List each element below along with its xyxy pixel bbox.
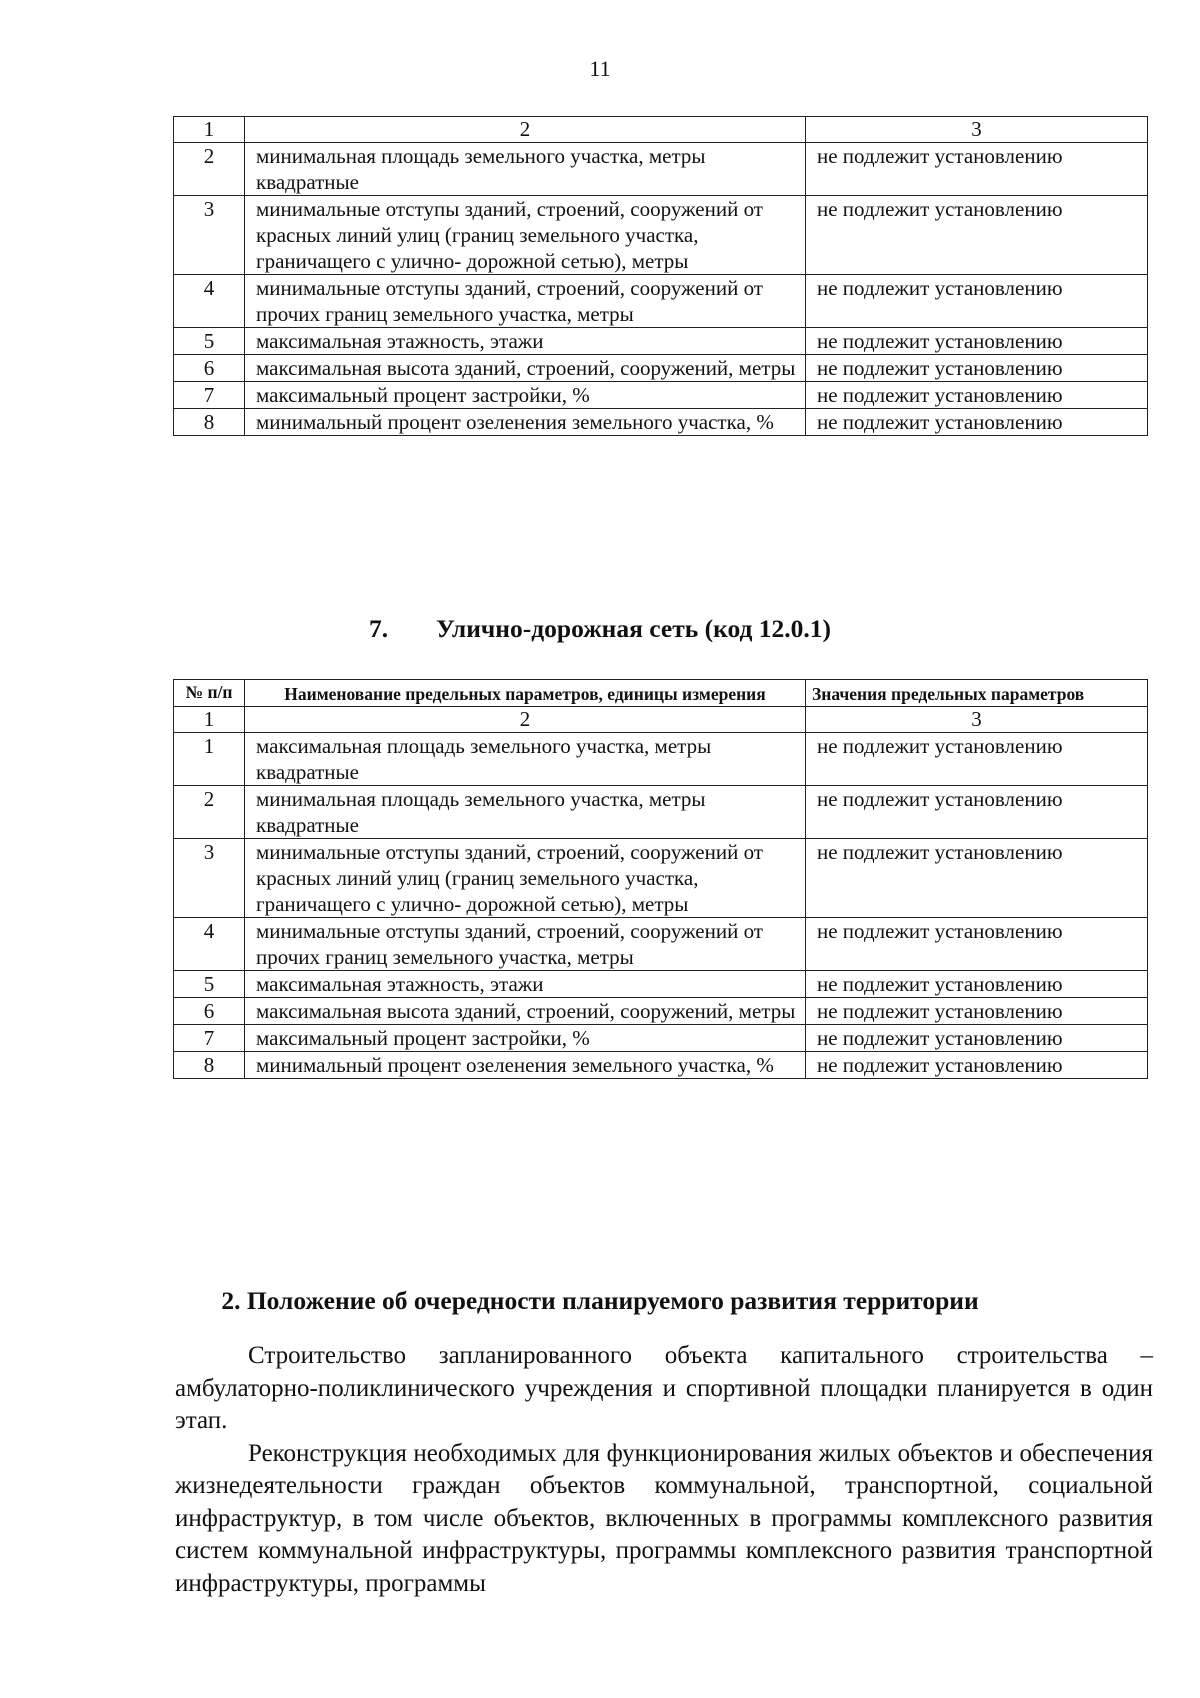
table-row bbox=[174, 1025, 1148, 1052]
parameter-name: минимальные отступы зданий, строений, сооружений от красных линий улиц (границ земельного участка, граничащего с улично- дорожной сетью), метры bbox=[245, 196, 806, 275]
section-number: 7. bbox=[368, 614, 389, 643]
row-number: 2 bbox=[174, 786, 245, 839]
index-cell: 1 bbox=[174, 707, 245, 733]
index-cell: 2 bbox=[245, 117, 806, 143]
row-number: 2 bbox=[174, 143, 245, 196]
index-cell: 2 bbox=[245, 707, 806, 733]
row-number: 8 bbox=[174, 1052, 245, 1079]
table-row bbox=[174, 409, 1148, 436]
parameter-name: минимальный процент озеленения земельного участка, % bbox=[245, 1052, 806, 1079]
row-number: 6 bbox=[174, 355, 245, 382]
parameter-name: минимальные отступы зданий, строений, сооружений от прочих границ земельного участка, метры bbox=[245, 918, 806, 971]
parameter-name: максимальный процент застройки, % bbox=[245, 382, 806, 409]
index-cell: 1 bbox=[174, 117, 245, 143]
parameter-name: минимальные отступы зданий, строений, сооружений от красных линий улиц (границ земельного участка, граничащего с улично- дорожной сетью), метры bbox=[245, 839, 806, 918]
parameter-value: не подлежит установлению bbox=[806, 918, 1148, 971]
parameter-name: минимальная площадь земельного участка, метры квадратные bbox=[245, 143, 806, 196]
table-row bbox=[174, 196, 1148, 275]
parameter-name: максимальная высота зданий, строений, сооружений, метры bbox=[245, 998, 806, 1025]
parameter-name: максимальная площадь земельного участка, метры квадратные bbox=[245, 733, 806, 786]
parameter-name: максимальный процент застройки, % bbox=[245, 1025, 806, 1052]
table-row bbox=[174, 786, 1148, 839]
parameter-value: не подлежит установлению bbox=[806, 971, 1148, 998]
parameter-value: не подлежит установлению bbox=[806, 998, 1148, 1025]
parameter-name: максимальная этажность, этажи bbox=[245, 328, 806, 355]
index-cell: 3 bbox=[806, 117, 1148, 143]
paragraph: Реконструкция необходимых для функционирования жилых объектов и обеспечения жизнедеятельности граждан объектов коммунальной, транспортной, социальной инфраструктур, в том числе объектов, включенных в программы комплексного развития систем коммунальной инфраструктуры, программы комплексного развития транспортной инфраструктуры, программы bbox=[175, 1439, 1153, 1597]
row-number: 3 bbox=[174, 839, 245, 918]
parameter-name: максимальная высота зданий, строений, сооружений, метры bbox=[245, 355, 806, 382]
section-title: Улично-дорожная сеть (код 12.0.1) bbox=[436, 614, 832, 643]
parameter-name: минимальные отступы зданий, строений, сооружений от прочих границ земельного участка, метры bbox=[245, 275, 806, 328]
table-row bbox=[174, 998, 1148, 1025]
row-number: 4 bbox=[174, 275, 245, 328]
table-index-row bbox=[174, 707, 1148, 733]
table-row bbox=[174, 1052, 1148, 1079]
parameter-value: не подлежит установлению bbox=[806, 143, 1148, 196]
parameters-table-street-network bbox=[173, 679, 1148, 1079]
row-number: 5 bbox=[174, 971, 245, 998]
table-row bbox=[174, 971, 1148, 998]
parameters-table-continued bbox=[173, 116, 1148, 436]
table-row bbox=[174, 733, 1148, 786]
table-row bbox=[174, 328, 1148, 355]
table-row bbox=[174, 275, 1148, 328]
row-number: 3 bbox=[174, 196, 245, 275]
parameter-value: не подлежит установлению bbox=[806, 382, 1148, 409]
parameter-value: не подлежит установлению bbox=[806, 1052, 1148, 1079]
row-number: 1 bbox=[174, 733, 245, 786]
section-7-heading bbox=[0, 614, 1200, 644]
row-number: 7 bbox=[174, 382, 245, 409]
section-2-body bbox=[175, 1340, 1153, 1600]
section-2-heading: 2. Положение об очередности планируемого развития территории bbox=[221, 1286, 979, 1315]
paragraph: Строительство запланированного объекта капитального строительства – амбулаторно-поликлинического учреждения и спортивной площадки планируется в один этап. bbox=[175, 1342, 1153, 1434]
header-number: № п/п bbox=[174, 680, 245, 707]
table-row bbox=[174, 382, 1148, 409]
index-cell: 3 bbox=[806, 707, 1148, 733]
parameter-value: не подлежит установлению bbox=[806, 275, 1148, 328]
row-number: 5 bbox=[174, 328, 245, 355]
parameter-value: не подлежит установлению bbox=[806, 733, 1148, 786]
table-row bbox=[174, 355, 1148, 382]
header-parameter-name: Наименование предельных параметров, единицы измерения bbox=[245, 680, 806, 707]
table-index-row bbox=[174, 117, 1148, 143]
parameter-value: не подлежит установлению bbox=[806, 1025, 1148, 1052]
row-number: 4 bbox=[174, 918, 245, 971]
row-number: 8 bbox=[174, 409, 245, 436]
parameter-name: минимальная площадь земельного участка, метры квадратные bbox=[245, 786, 806, 839]
row-number: 6 bbox=[174, 998, 245, 1025]
parameter-value: не подлежит установлению bbox=[806, 409, 1148, 436]
parameter-name: максимальная этажность, этажи bbox=[245, 971, 806, 998]
header-parameter-value: Значения предельных параметров bbox=[806, 680, 1148, 707]
table-header-row bbox=[174, 680, 1148, 707]
parameter-value: не подлежит установлению bbox=[806, 839, 1148, 918]
parameter-value: не подлежит установлению bbox=[806, 328, 1148, 355]
table-row bbox=[174, 839, 1148, 918]
row-number: 7 bbox=[174, 1025, 245, 1052]
parameter-value: не подлежит установлению bbox=[806, 355, 1148, 382]
table-row bbox=[174, 143, 1148, 196]
page-number: 11 bbox=[589, 56, 611, 81]
parameter-name: минимальный процент озеленения земельного участка, % bbox=[245, 409, 806, 436]
parameter-value: не подлежит установлению bbox=[806, 786, 1148, 839]
parameter-value: не подлежит установлению bbox=[806, 196, 1148, 275]
table-row bbox=[174, 918, 1148, 971]
